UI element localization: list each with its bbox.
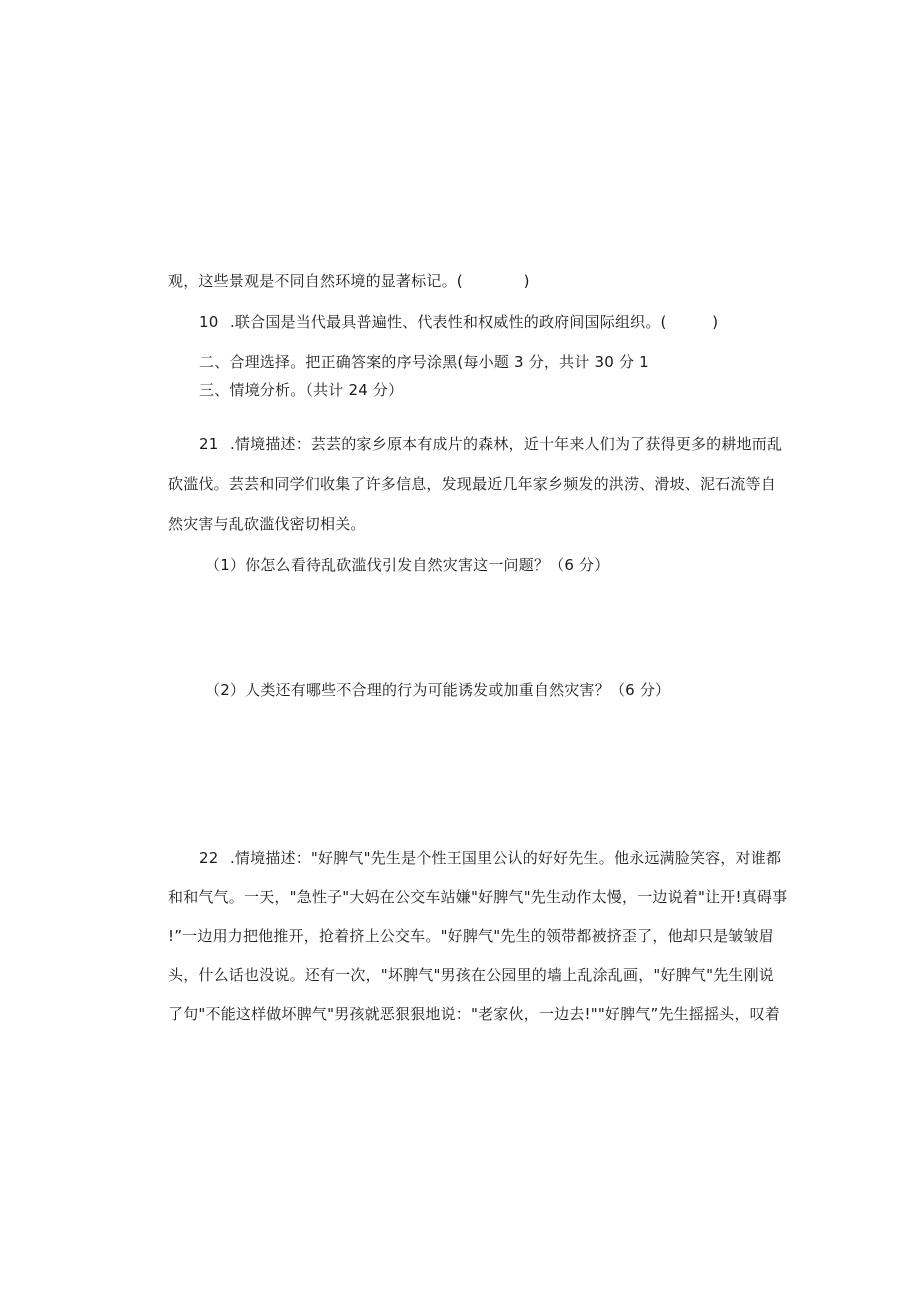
question-22-text: .情境描述："好脾气"先生是个性王国里公认的好好先生。他永远满脸笑容，对谁都 [229, 849, 782, 867]
question-10-text: .联合国是当代最具普遍性、代表性和权威性的政府间国际组织。( ) [229, 313, 719, 331]
question-21-text: .情境描述：芸芸的家乡原本有成片的森林，近十年来人们为了获得更多的耕地而乱 [229, 435, 783, 453]
question-21-sub-1: （1）你怎么看待乱砍滥伐引发自然灾害这一问题？（6 分） [205, 556, 610, 574]
section-2-heading: 二、合理选择。把正确答案的序号涂黑(每小题 3 分，共计 30 分 1 [199, 353, 649, 371]
question-21-line-1 [199, 434, 782, 454]
question-21-line-2: 砍滥伐。芸芸和同学们收集了许多信息，发现最近几年家乡频发的洪涝、滑坡、泥石流等自 [168, 475, 777, 493]
q9-tail-text: 观，这些景观是不同自然环境的显著标记。( ) [168, 272, 530, 290]
question-10-number: 10 [199, 313, 219, 331]
question-22-number: 22 [199, 849, 219, 867]
question-21-number: 21 [199, 435, 219, 453]
question-22-line-3: !”一边用力把他推开，抢着挤上公交车。"好脾气"先生的领带都被挤歪了，他却只是皱皱眉 [168, 927, 774, 945]
section-3-heading: 三、情境分析。（共计 24 分） [199, 381, 404, 399]
question-22-line-4: 头，什么话也没说。还有一次，"坏脾气"男孩在公园里的墙上乱涂乱画，"好脾气"先生刚说 [168, 966, 775, 984]
question-21-line-3: 然灾害与乱砍滥伐密切相关。 [168, 515, 366, 533]
question-22-line-5: 了句"不能这样做坏脾气"男孩就恶狠狠地说："老家伙，一边去!""好脾气”先生摇摇头，叹着 [168, 1005, 781, 1023]
question-21-sub-2: （2）人类还有哪些不合理的行为可能诱发或加重自然灾害？（6 分） [205, 681, 671, 699]
question-10 [199, 312, 718, 332]
question-22-line-2: 和和气气。一天，"急性子"大妈在公交车站嫌"好脾气"先生动作太慢，一边说着"让开!真碍事 [168, 888, 788, 906]
question-22-line-1 [199, 848, 781, 868]
